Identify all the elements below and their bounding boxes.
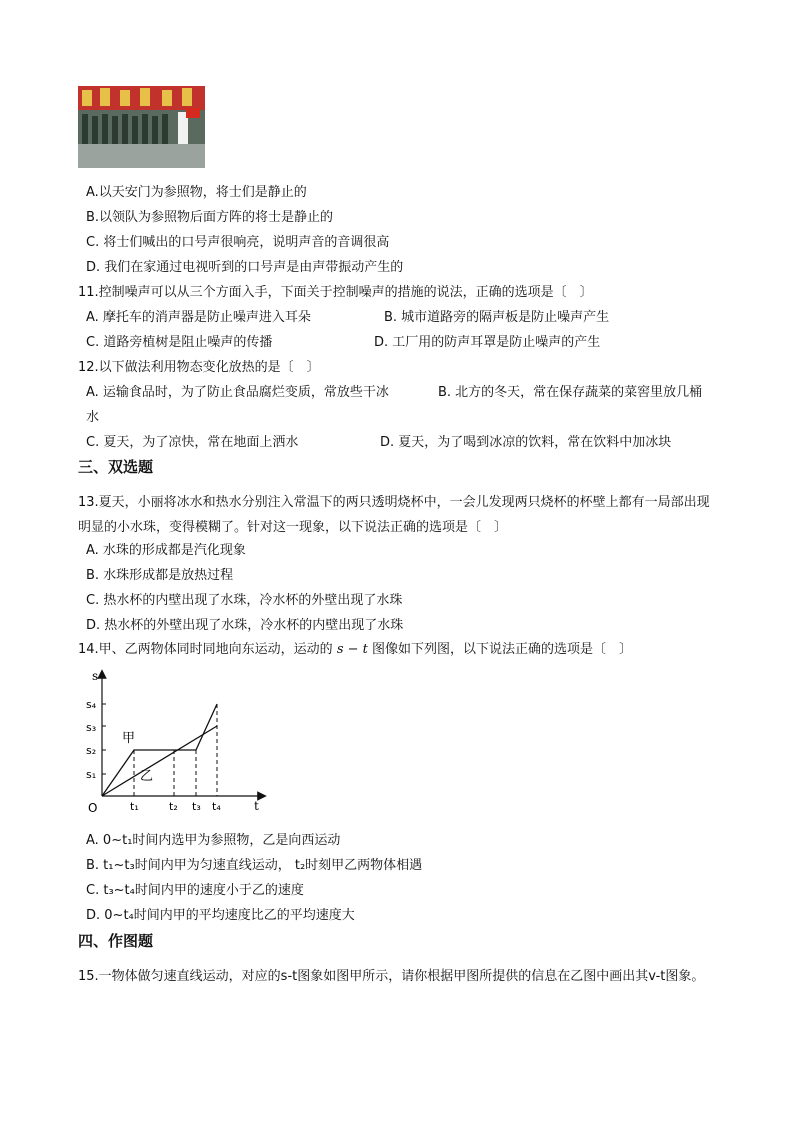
q13-option-c: C. 热水杯的内壁出现了水珠，冷水杯的外壁出现了水珠 [86, 593, 403, 608]
q13-option-a: A. 水珠的形成都是汽化现象 [86, 543, 246, 558]
q11-option-a: A. 摩托车的消声器是防止噪声进入耳朵 [86, 310, 311, 325]
q13-stem: 13.夏天，小丽将冰水和热水分别注入常温下的两只透明烧杯中，一会儿发现两只烧杯的杯壁上都有一局部出现明显的小水珠，变得模糊了。针对这一现象，以下说法正确的选项是〔 〕 [78, 495, 710, 535]
q14-stem-post: 图像如下列图，以下说法正确的选项是〔 〕 [372, 642, 633, 657]
q14-option-d: D. 0~t₄时间内甲的平均速度比乙的平均速度大 [86, 908, 355, 923]
x-tick-t2: t₂ [169, 800, 178, 813]
q10-option-c: C. 将士们喊出的口号声很响亮，说明声音的音调很高 [86, 235, 390, 250]
q14-option-a: A. 0~t₁时间内选甲为参照物，乙是向西运动 [86, 833, 341, 848]
q14-stem-variable: s − t [336, 642, 368, 657]
q14-option-b-pre: B. t₁~t₃时间内甲为匀速直线运动， [86, 858, 291, 873]
section-heading-drawing: 四、作图题 [78, 932, 154, 950]
q14-stem-pre: 14.甲、乙两物体同时同地向东运动，运动的 [78, 642, 333, 657]
y-tick-s3: s₃ [86, 721, 97, 734]
y-tick-s1: s₁ [86, 768, 97, 781]
st-graph [84, 668, 274, 818]
q10-option-d: D. 我们在家通过电视听到的口号声是由声带振动产生的 [86, 260, 404, 275]
q12-option-a: A. 运输食品时，为了防止食品腐烂变质，常放些干冰 [86, 385, 389, 400]
q13-option-d: D. 热水杯的外壁出现了水珠，冷水杯的内壁出现了水珠 [86, 618, 404, 633]
q11-option-b: B. 城市道路旁的隔声板是防止噪声产生 [384, 310, 610, 325]
y-tick-s2: s₂ [86, 744, 97, 757]
x-tick-t3: t₃ [192, 800, 201, 813]
y-tick-s4: s₄ [86, 698, 97, 711]
q12-option-d: D. 夏天，为了喝到冰凉的饮料，常在饮料中加冰块 [380, 435, 672, 450]
parade-photo [78, 86, 205, 168]
q11-stem: 11.控制噪声可以从三个方面入手，下面关于控制噪声的措施的说法，正确的选项是〔 〕 [78, 285, 593, 300]
q12-stem: 12.以下做法利用物态变化放热的是〔 〕 [78, 360, 320, 375]
q15-stem: 15.一物体做匀速直线运动，对应的s-t图象如图甲所示，请你根据甲图所提供的信息在乙图中画出其v-t图象。 [78, 969, 705, 984]
q11-option-c: C. 道路旁植树是阻止噪声的传播 [86, 335, 273, 350]
label-jia: 甲 [122, 731, 136, 746]
origin-label: O [88, 801, 98, 815]
q12-option-b: B. 北方的冬天，常在保存蔬菜的菜窖里放几桶 [438, 385, 703, 400]
q10-option-a: A.以天安门为参照物，将士们是静止的 [86, 185, 307, 200]
x-tick-t4: t₄ [212, 800, 221, 813]
y-axis-label: s [92, 669, 99, 683]
q14-stem [78, 641, 632, 659]
section-heading-double-choice: 三、双选题 [78, 458, 154, 476]
x-tick-t1: t₁ [130, 800, 139, 813]
label-yi: 乙 [140, 769, 154, 784]
q14-option-c: C. t₃~t₄时间内甲的速度小于乙的速度 [86, 883, 304, 898]
q11-option-d: D. 工厂用的防声耳罩是防止噪声的产生 [374, 335, 601, 350]
q12-option-b-continued: 水 [86, 410, 100, 425]
q14-option-b-post: t₂时刻甲乙两物体相遇 [294, 858, 423, 873]
series-jia [102, 704, 217, 796]
q10-option-b: B.以领队为参照物后面方阵的将士是静止的 [86, 210, 334, 225]
x-axis-label: t [254, 799, 259, 813]
q13-option-b: B. 水珠形成都是放热过程 [86, 568, 234, 583]
q14-option-b [86, 857, 422, 875]
series-yi [102, 726, 217, 796]
q12-option-c: C. 夏天，为了凉快，常在地面上洒水 [86, 435, 299, 450]
